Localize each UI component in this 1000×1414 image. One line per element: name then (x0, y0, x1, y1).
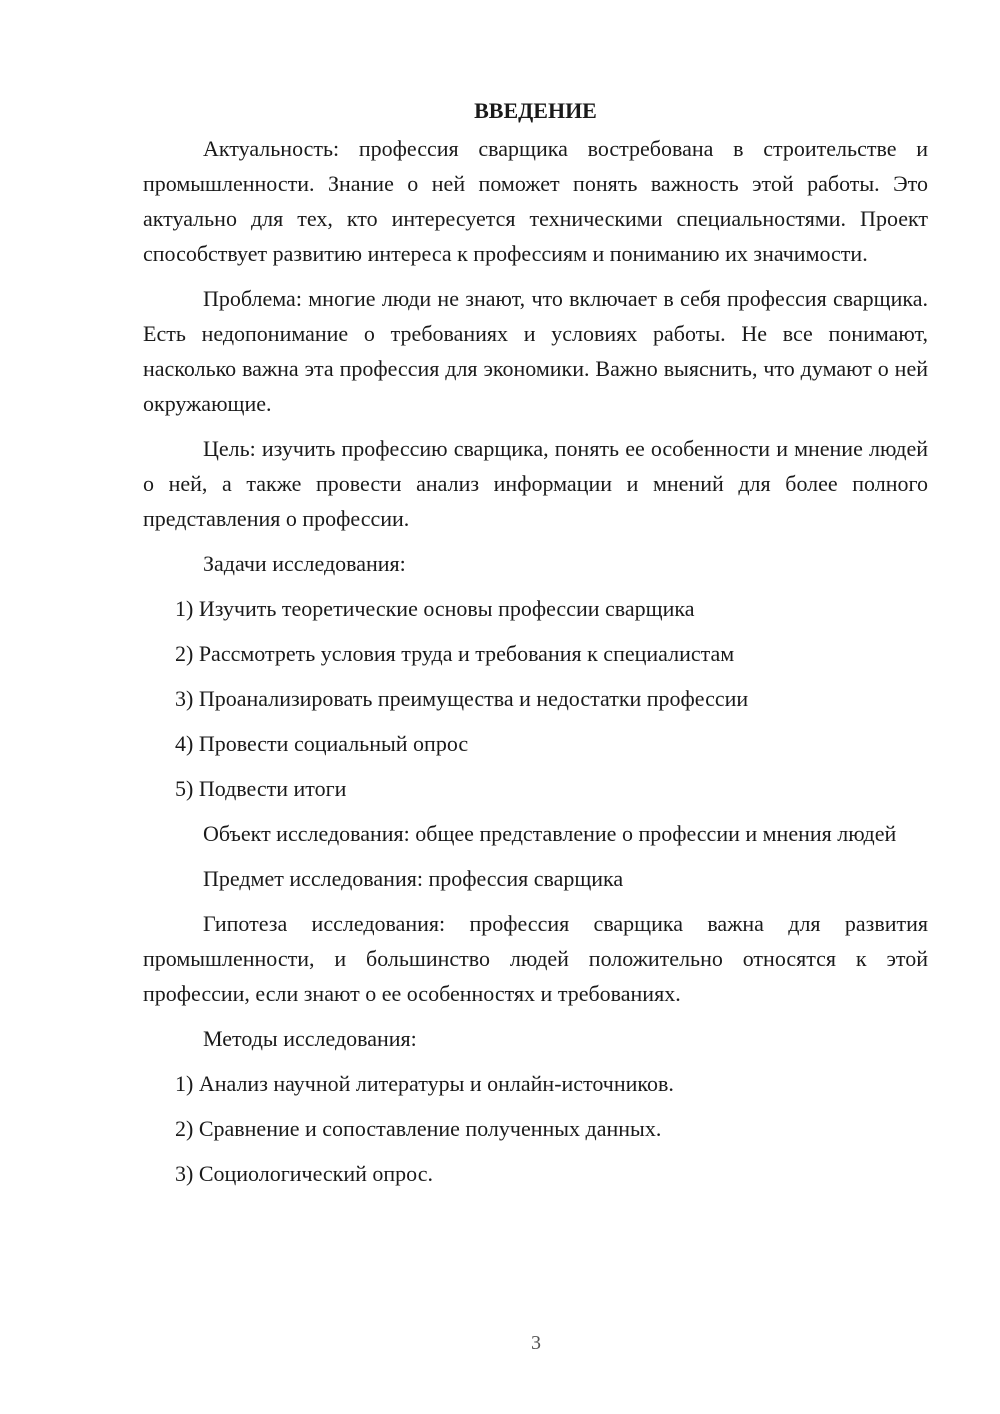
problem-paragraph: Проблема: многие люди не знают, что включает в себя профессия сварщика. Есть недопонимание о требованиях и условиях работы. Не все понимают, насколько важна эта профессия для экономики. Важно выяснить, что думают о ней окружающие. (143, 286, 928, 416)
tasks-title: Задачи исследования: (203, 551, 406, 576)
hypothesis-paragraph: Гипотеза исследования: профессия сварщика важна для развития промышленности, и большинство людей положительно относятся к этой профессии, если знают о ее особенностях и требованиях. (143, 911, 928, 1006)
list-item: 5) Подвести итоги (175, 776, 347, 801)
goal-paragraph: Цель: изучить профессию сварщика, понять ее особенности и мнение людей о ней, а также провести анализ информации и мнений для более полного представления о профессии. (143, 436, 928, 531)
relevance-paragraph: Актуальность: профессия сварщика востребована в строительстве и промышленности. Знание о ней поможет понять важность этой работы. Это актуально для тех, кто интересуется техническими специальностями. Проект способствует развитию интереса к профессиям и пониманию их значимости. (143, 136, 928, 266)
list-item: 1) Изучить теоретические основы профессии сварщика (175, 596, 695, 621)
page-number: 3 (531, 1332, 541, 1354)
methods-list (143, 1066, 928, 1191)
list-item: 3) Социологический опрос. (175, 1161, 433, 1186)
list-item: 2) Рассмотреть условия труда и требования к специалистам (175, 641, 735, 666)
document-page (143, 93, 928, 1201)
methods-title: Методы исследования: (203, 1026, 417, 1051)
list-item: 4) Провести социальный опрос (175, 731, 469, 756)
page-title: ВВЕДЕНИЕ (474, 98, 597, 123)
subject-paragraph: Предмет исследования: профессия сварщика (203, 866, 624, 891)
object-paragraph: Объект исследования: общее представление о профессии и мнения людей (203, 821, 897, 846)
list-item: 2) Сравнение и сопоставление полученных данных. (175, 1116, 662, 1141)
tasks-list (143, 591, 928, 806)
list-item: 1) Анализ научной литературы и онлайн-источников. (175, 1071, 674, 1096)
list-item: 3) Проанализировать преимущества и недостатки профессии (175, 686, 749, 711)
